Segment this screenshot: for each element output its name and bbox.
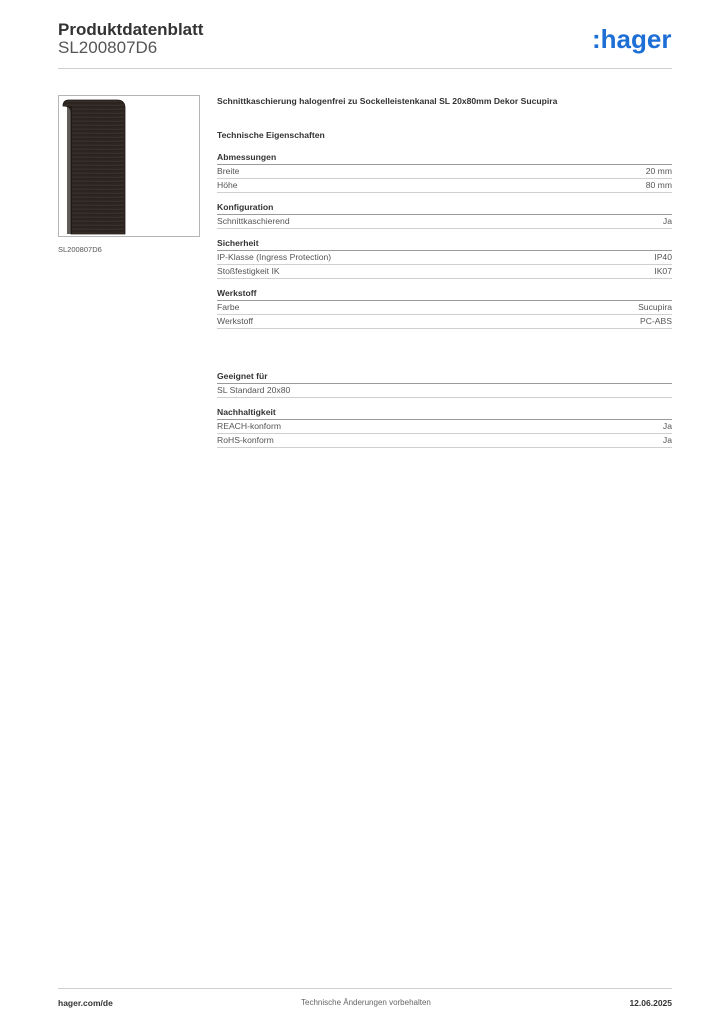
spec-row <box>217 420 672 434</box>
spec-label: Farbe <box>217 302 240 312</box>
section-title: Konfiguration <box>217 202 672 215</box>
spec-value: 80 mm <box>645 180 672 190</box>
spec-row <box>217 251 672 265</box>
spec-row <box>217 301 672 315</box>
spec-label: Werkstoff <box>217 316 253 326</box>
section-title: Werkstoff <box>217 288 672 301</box>
section-title: Abmessungen <box>217 152 672 165</box>
spec-label: IP-Klasse (Ingress Protection) <box>217 252 332 262</box>
spec-content <box>217 96 672 457</box>
spec-row <box>217 265 672 279</box>
spec-row <box>217 165 672 179</box>
spec-label: Schnittkaschierend <box>217 216 290 226</box>
spec-value: IK07 <box>654 266 672 276</box>
spec-label: REACH-konform <box>217 421 281 431</box>
spec-row <box>217 315 672 329</box>
spec-row <box>217 179 672 193</box>
section-suitable-for <box>217 371 672 398</box>
spec-label: Breite <box>217 166 240 176</box>
product-image <box>59 96 199 236</box>
page-title: Produktdatenblatt <box>58 20 204 39</box>
footer-notice: Technische Änderungen vorbehalten <box>301 998 431 1007</box>
hager-logo-text: :hager <box>592 26 672 54</box>
hager-logo-icon <box>592 26 672 56</box>
section-dimensions <box>217 152 672 193</box>
footer-date: 12.06.2025 <box>629 998 672 1008</box>
spec-value: Sucupira <box>638 302 672 312</box>
spacer <box>217 338 672 371</box>
section-title: Geeignet für <box>217 371 672 384</box>
spec-row <box>217 384 672 398</box>
spec-value: Ja <box>662 216 672 226</box>
spec-label: RoHS-konform <box>217 435 274 445</box>
section-sustainability <box>217 407 672 448</box>
section-material <box>217 288 672 329</box>
spec-label: Höhe <box>217 180 238 190</box>
section-safety <box>217 238 672 279</box>
section-configuration <box>217 202 672 229</box>
footer-divider <box>58 988 672 989</box>
spec-value: Ja <box>662 435 672 445</box>
spec-value: Ja <box>662 421 672 431</box>
spec-value: PC-ABS <box>640 316 672 326</box>
spec-row <box>217 215 672 229</box>
product-description: Schnittkaschierung halogenfrei zu Sockelleistenkanal SL 20x80mm Dekor Sucupira <box>217 96 558 106</box>
hager-logo[interactable] <box>592 26 672 56</box>
spec-row <box>217 434 672 448</box>
spec-value: 20 mm <box>645 166 672 176</box>
footer-website-link[interactable]: hager.com/de <box>58 998 113 1008</box>
product-image-frame <box>58 95 200 237</box>
article-number: SL200807D6 <box>58 38 158 57</box>
product-image-caption: SL200807D6 <box>58 245 102 254</box>
spec-value: IP40 <box>654 252 672 262</box>
section-title: Nachhaltigkeit <box>217 407 672 420</box>
spec-label: SL Standard 20x80 <box>217 385 291 395</box>
header-divider <box>58 68 672 69</box>
section-title: Sicherheit <box>217 238 672 251</box>
tech-heading: Technische Eigenschaften <box>217 130 325 140</box>
spec-label: Stoßfestigkeit IK <box>217 266 280 276</box>
